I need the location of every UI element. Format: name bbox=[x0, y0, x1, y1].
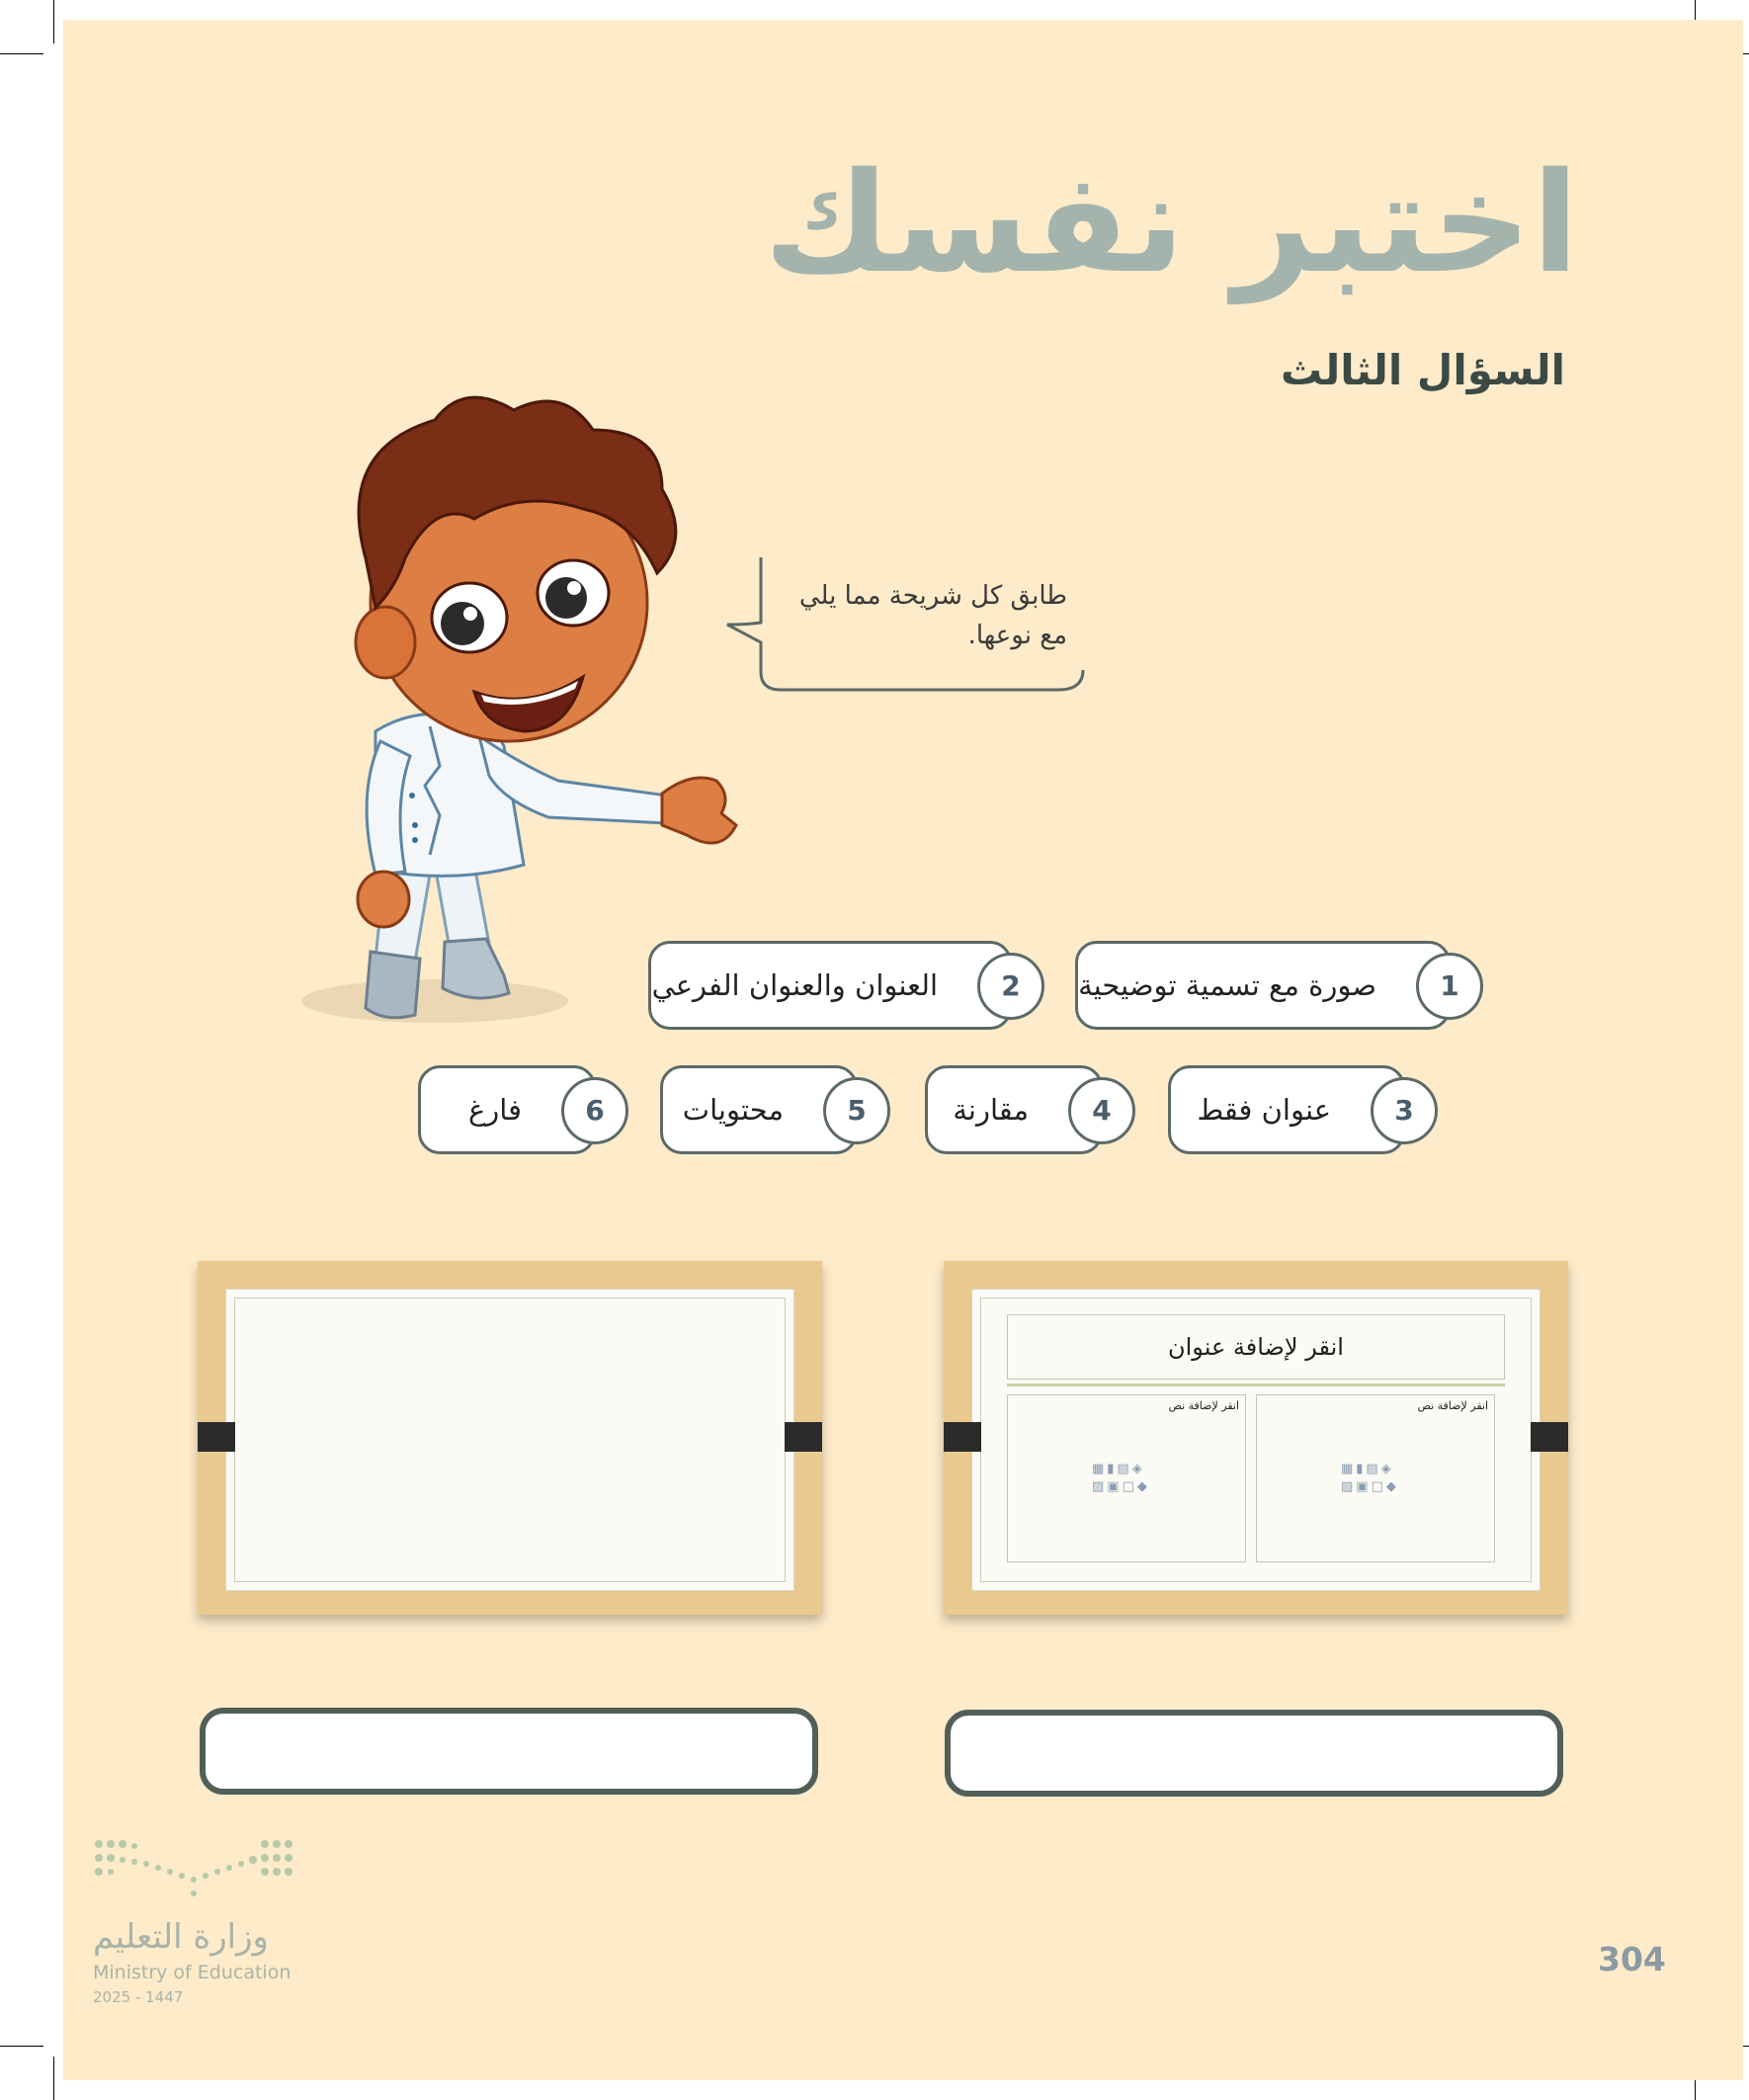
crop-mark bbox=[53, 0, 54, 43]
slide-clip bbox=[1531, 1422, 1568, 1452]
slide-content-box-right bbox=[1256, 1394, 1495, 1562]
ministry-name-english: Ministry of Education bbox=[93, 1962, 292, 1983]
ministry-logo-dots bbox=[93, 1836, 300, 1905]
slide-content-box-left bbox=[1007, 1394, 1246, 1562]
option-label: صورة مع تسمية توضيحية bbox=[1078, 968, 1376, 1002]
option-6[interactable] bbox=[418, 1065, 605, 1154]
option-number-badge: 3 bbox=[1371, 1077, 1438, 1144]
slide-clip bbox=[785, 1422, 822, 1452]
option-3[interactable] bbox=[1168, 1065, 1414, 1154]
crop-mark bbox=[0, 2046, 43, 2047]
option-label: فارغ bbox=[467, 1093, 522, 1127]
page-number: 304 bbox=[1598, 1940, 1666, 1978]
slide-text-placeholder: انقر لإضافة نص bbox=[1168, 1399, 1239, 1412]
instruction-line: مع نوعها. bbox=[967, 621, 1067, 650]
option-5[interactable] bbox=[660, 1065, 867, 1154]
page-title: اختبر نفسك bbox=[763, 143, 1579, 304]
slide-clip bbox=[198, 1422, 235, 1452]
ministry-year: 2025 - 1447 bbox=[93, 1988, 184, 2006]
ministry-name-arabic: وزارة التعليم bbox=[93, 1917, 269, 1957]
content-icons: ▦▮▤◈ ▨▣□◆ bbox=[1341, 1462, 1399, 1494]
option-label: عنوان فقط bbox=[1197, 1093, 1331, 1127]
option-number-badge: 2 bbox=[977, 953, 1044, 1020]
crop-mark bbox=[53, 2057, 54, 2100]
answer-box-right[interactable] bbox=[945, 1710, 1563, 1797]
option-label: العنوان والعنوان الفرعي bbox=[651, 968, 938, 1002]
slide-divider bbox=[1007, 1384, 1505, 1386]
slide-two-content bbox=[944, 1261, 1568, 1615]
slide-clip bbox=[944, 1422, 981, 1452]
option-2[interactable] bbox=[648, 941, 1021, 1030]
option-label: محتويات bbox=[682, 1093, 784, 1127]
option-4[interactable] bbox=[925, 1065, 1112, 1154]
content-icons: ▦▮▤◈ ▨▣□◆ bbox=[1092, 1462, 1150, 1494]
instruction-text bbox=[781, 576, 1067, 655]
option-number-badge: 1 bbox=[1416, 953, 1483, 1020]
option-number-badge: 6 bbox=[561, 1077, 628, 1144]
slide-border bbox=[234, 1298, 786, 1582]
instruction-line: طابق كل شريحة مما يلي bbox=[798, 581, 1067, 611]
option-number-badge: 4 bbox=[1068, 1077, 1135, 1144]
slide-canvas bbox=[971, 1289, 1541, 1591]
slide-title-placeholder: انقر لإضافة عنوان bbox=[1007, 1314, 1505, 1380]
option-1[interactable] bbox=[1075, 941, 1459, 1030]
crop-mark bbox=[0, 53, 43, 54]
answer-box-left[interactable] bbox=[200, 1708, 818, 1795]
question-heading: السؤال الثالث bbox=[1280, 346, 1565, 394]
slide-blank bbox=[198, 1261, 822, 1615]
slide-text-placeholder: انقر لإضافة نص bbox=[1417, 1399, 1488, 1412]
option-number-badge: 5 bbox=[823, 1077, 890, 1144]
option-label: مقارنة bbox=[953, 1093, 1029, 1127]
slide-canvas bbox=[225, 1289, 794, 1591]
